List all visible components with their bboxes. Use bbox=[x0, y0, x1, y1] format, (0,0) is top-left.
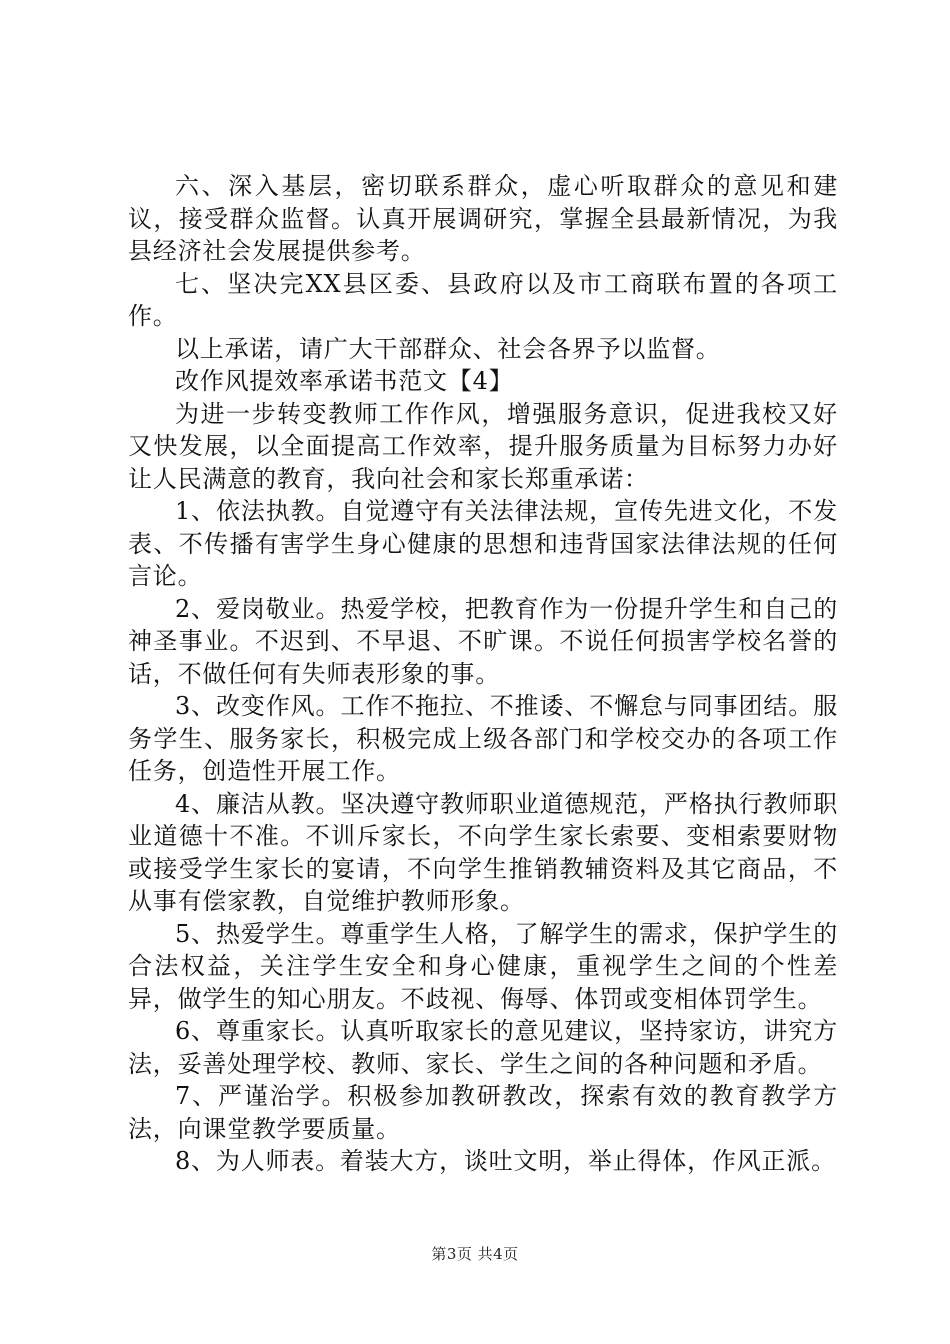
document-body bbox=[128, 170, 838, 1178]
paragraph-closing: 以上承诺，请广大干部群众、社会各界予以监督。 bbox=[175, 334, 721, 363]
pledge-item-2: 2、爱岗敬业。热爱学校，把教育作为一份提升学生和自己的神圣事业。不迟到、不早退、不旷课。不说任何损害学校名誉的话，不做任何有失师表形象的事。 bbox=[128, 594, 838, 688]
paragraph-intro: 为进一步转变教师工作作风，增强服务意识，促进我校又好又快发展，以全面提高工作效率，提升服务质量为目标努力办好让人民满意的教育，我向社会和家长郑重承诺： bbox=[128, 399, 838, 493]
pledge-item-8: 8、为人师表。着装大方，谈吐文明，举止得体，作风正派。 bbox=[175, 1147, 836, 1175]
pledge-item-3: 3、改变作风。工作不拖拉、不推诿、不懈怠与同事团结。服务学生、服务家长，积极完成上级各部门和学校交办的各项工作任务，创造性开展工作。 bbox=[128, 692, 838, 785]
pledge-item-4: 4、廉洁从教。坚决遵守教师职业道德规范，严格执行教师职业道德十不准。不训斥家长，不向学生家长索要、变相索要财物或接受学生家长的宴请，不向学生推销教辅资料及其它商品，不从事有偿家教，自觉维护教师形象。 bbox=[128, 789, 838, 915]
paragraph-item-6: 六、深入基层，密切联系群众，虚心听取群众的意见和建议，接受群众监督。认真开展调研究，掌握全县最新情况，为我县经济社会发展提供参考。 bbox=[128, 172, 838, 265]
page-number-footer: 第3页 共4页 bbox=[431, 1245, 519, 1263]
pledge-item-5: 5、热爱学生。尊重学生人格，了解学生的需求，保护学生的合法权益，关注学生安全和身心健康，重视学生之间的个性差异，做学生的知心朋友。不歧视、侮辱、体罚或变相体罚学生。 bbox=[128, 919, 838, 1013]
pledge-item-7: 7、严谨治学。积极参加教研教改，探索有效的教育教学方法，向课堂教学要质量。 bbox=[128, 1082, 838, 1143]
paragraph-item-7: 七、坚决完XX县区委、县政府以及市工商联布置的各项工作。 bbox=[128, 269, 838, 330]
section-heading: 改作风提效率承诺书范文【4】 bbox=[175, 367, 514, 395]
pledge-item-1: 1、依法执教。自觉遵守有关法律法规，宣传先进文化，不发表、不传播有害学生身心健康的思想和违背国家法律法规的任何言论。 bbox=[128, 497, 838, 590]
pledge-item-6: 6、尊重家长。认真听取家长的意见建议，坚持家访，讲究方法，妥善处理学校、教师、家长、学生之间的各种问题和矛盾。 bbox=[128, 1017, 838, 1078]
